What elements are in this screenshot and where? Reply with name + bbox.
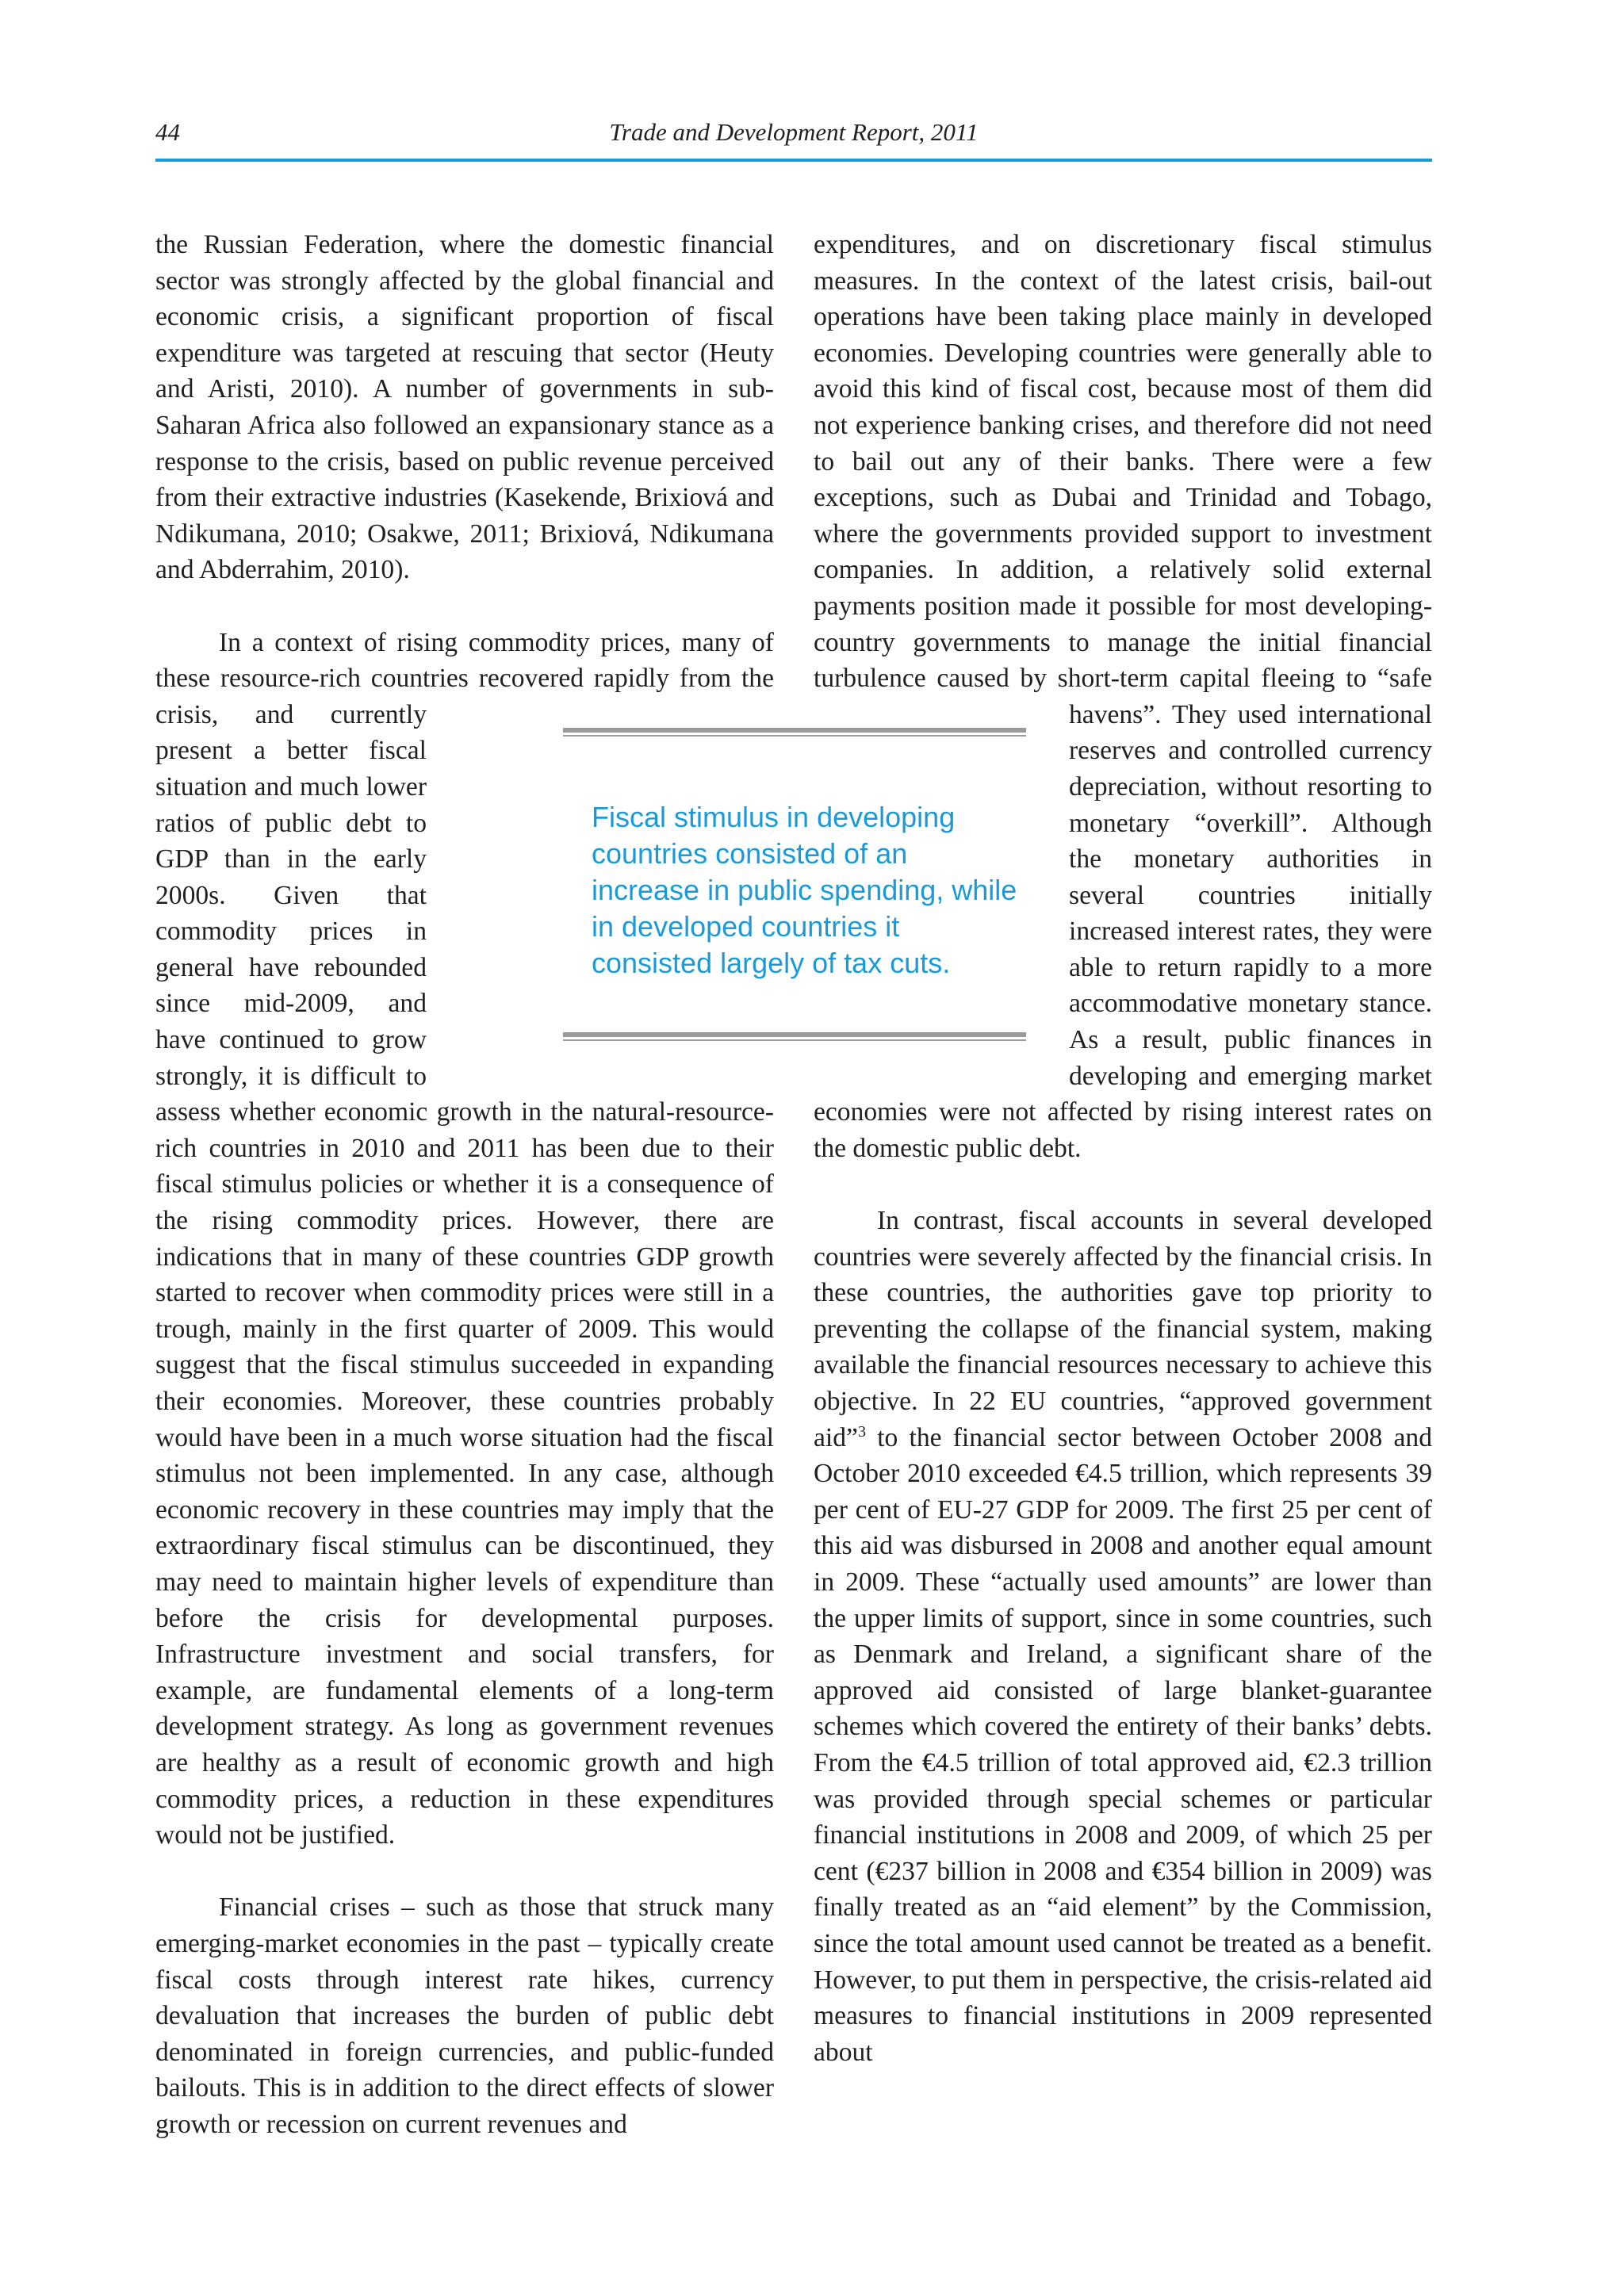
left-paragraph-1: the Russian Federation, where the domestic financial sector was strongly affected by the global financial and economic crisis, a significant proportion of fiscal expenditure was targeted at rescuing that sector (Heuty and Aristi, 2010). A number of governments in sub-Saharan Africa also followed an expansionary stance as a response to the crisis, based on public revenue perceived from their extractive industries (Kasekende, Brixiová and Ndikumana, 2010; Osakwe, 2011; Brixiová, Ndikumana and Abderrahim, 2010). xyxy=(155,230,774,585)
right-column xyxy=(814,227,1432,2107)
left-column xyxy=(155,227,774,2179)
left-paragraph-2-text: In a context of rising commodity prices, many of these resource-rich countries recovered rapidly from the crisis, and currently present a better fiscal situation and much lower ratios of public debt to GDP than in the early 2000s. Given that commodity prices in general have rebounded since mid-2009, and have continued to grow strongly, it is difficult to assess whether economic growth in the natural-resource-rich countries in 2010 and 2011 has been due to their fiscal stimulus policies or whether it is a consequence of the rising commodity prices. However, there are indications that in many of these countries GDP growth started to recover when commodity prices were still in a trough, mainly in the first quarter of 2009. This would suggest that the fiscal stimulus succeeded in expanding their economies. Moreover, these countries probably would have been in a much worse situation had the fiscal stimulus not been implemented. In any case, although economic recovery in these countries may imply that the extraordinary fiscal stimulus can be discontinued, they may need to maintain higher levels of expenditure than before the crisis for developmental purposes. Infrastructure investment and social transfers, for example, are fundamental elements of a long-term development strategy. As long as government revenues are healthy as a result of economic growth and high commodity prices, a reduction in these expenditures would not be justified. xyxy=(155,627,774,1850)
running-title: Trade and Development Report, 2011 xyxy=(609,118,979,146)
right-paragraph-2-text-b: to the financial sector between October 2008 and October 2010 exceeded €4.5 trillion, which represents 39 per cent of EU-27 GDP for 2009. The first 25 per cent of this aid was disbursed in 2008 and another equal amount in 2009. These “actually used amounts” are lower than the upper limits of support, since in some countries, such as Denmark and Ireland, a significant share of the approved aid consisted of large blanket-guarantee schemes which covered the entirety of their banks’ debts. From the €4.5 trillion of total approved aid, €2.3 trillion was provided through special schemes or particular financial institutions in 2008 and 2009, of which 25 per cent (€237 billion in 2008 and €354 billion in 2009) was finally treated as an “aid element” by the Commission, since the total amount used cannot be treated as a benefit. However, to put them in perspective, the crisis-related aid measures to financial institutions in 2009 represented about xyxy=(814,1422,1432,2067)
right-paragraph-2-text-a: In contrast, fiscal accounts in several developed countries were severely affected by the financial crisis. In these countries, the authorities gave top priority to preventing the collapse of the financial system, making available the financial resources necessary to achieve this objective. In 22 EU countries, “approved government aid” xyxy=(814,1206,1432,1452)
pullquote-box xyxy=(563,728,1026,1045)
left-paragraph-3: Financial crises – such as those that struck many emerging-market economies in the past – typically create fiscal costs through interest rate hikes, currency devaluation that increases the burden of public debt denominated in foreign currencies, and public-funded bailouts. This is in addition to the direct effects of slower growth or recession on current revenues and xyxy=(155,1892,774,2139)
right-paragraph-1-text: expenditures, and on discretionary fiscal stimulus measures. In the context of the latest crisis, bail-out operations have been taking place mainly in developed economies. Developing countries were generally able to avoid this kind of fiscal cost, because most of them did not experience banking crises, and therefore did not need to bail out any of their banks. There were a few exceptions, such as Dubai and Trinidad and Tobago, where the governments provided support to investment companies. In addition, a relatively solid external payments position made it possible for most developing-country governments to manage the initial financial turbulence caused by short-term capital fleeing to “safe havens”. They used international reserves and controlled currency depreciation, without resorting to monetary “overkill”. Although the monetary authorities in several countries initially increased interest rates, they were able to return rapidly to a more accommodative monetary stance. As a result, public finances in developing and emerging market economies were not affected by rising interest rates on the domestic public debt. xyxy=(814,230,1432,1163)
page-header xyxy=(155,116,1432,163)
page-number: 44 xyxy=(155,118,180,146)
pullquote-text: Fiscal stimulus in developing countries consisted of an increase in public spending, while in developed countries it consisted largely of tax cuts. xyxy=(592,801,1017,979)
pullquote-top-rule xyxy=(563,728,1026,733)
right-paragraph-2 xyxy=(814,1203,1432,2070)
footnote-reference[interactable]: 3 xyxy=(857,1422,867,1441)
pullquote-bottom-rule xyxy=(563,1032,1026,1037)
header-rule xyxy=(155,159,1432,162)
